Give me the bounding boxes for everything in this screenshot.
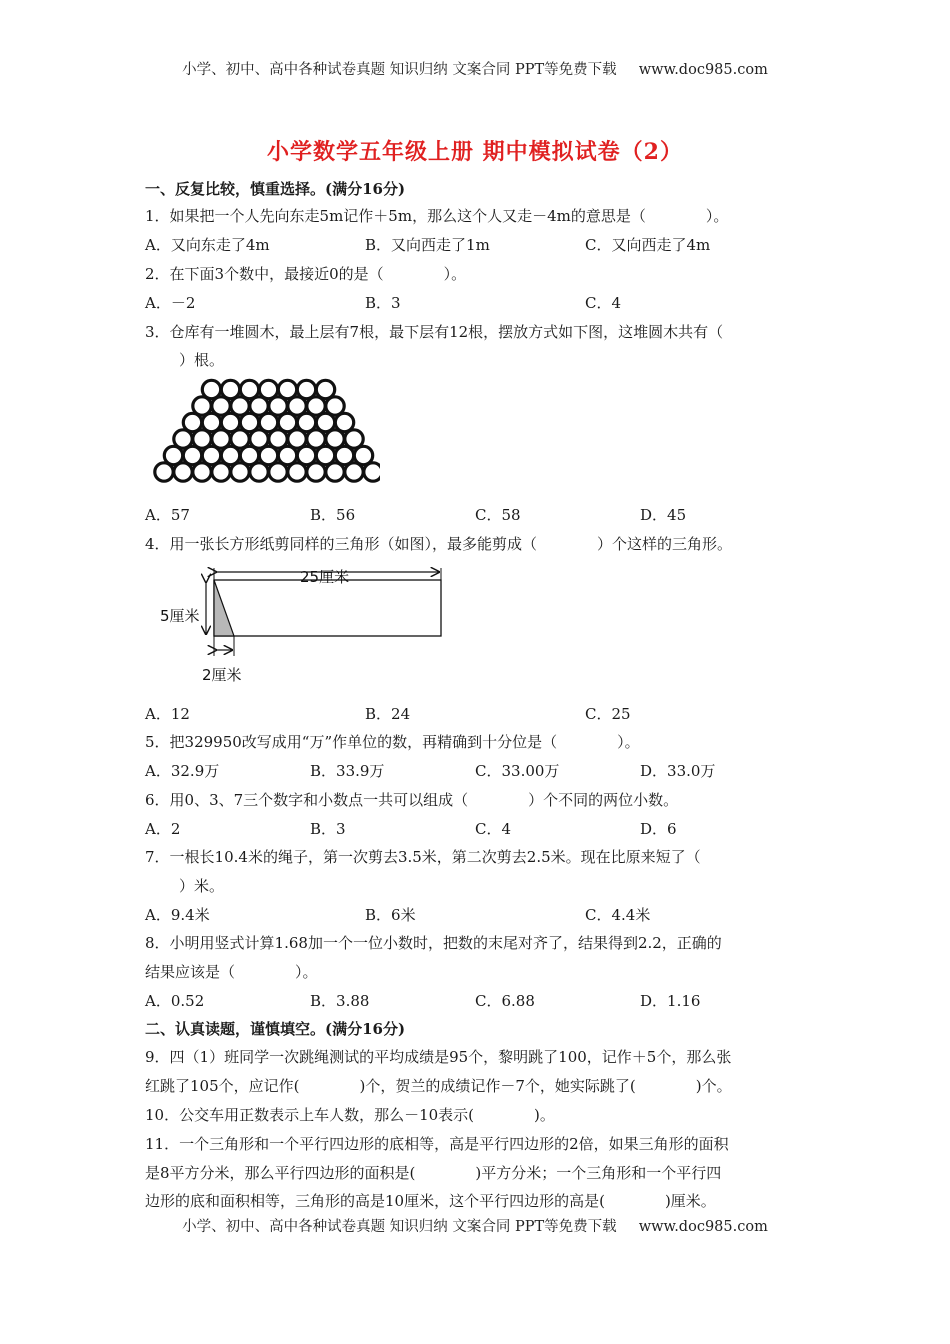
- header-site-link[interactable]: www.doc985.com: [638, 62, 768, 78]
- log-circle: [345, 463, 363, 481]
- q6-option-c: C．4: [475, 820, 512, 838]
- log-circle: [193, 463, 211, 481]
- shaded-triangle: [214, 580, 234, 636]
- q3-stem-line1: 3．仓库有一堆圆木，最上层有7根，最下层有12根，摆放方式如下图，这堆圆木共有（: [145, 323, 724, 341]
- q7-option-a: A．9.4米: [145, 906, 210, 924]
- q8-option-d: D．1.16: [640, 992, 701, 1010]
- page-footer: [0, 1215, 950, 1236]
- log-circle: [155, 463, 173, 481]
- footer-text: 小学、初中、高中各种试卷真题 知识归纳 文案合同 PPT等免费下载: [182, 1219, 617, 1235]
- q2-stem: 2．在下面3个数中，最接近0的是（ ）。: [145, 265, 467, 283]
- log-circle: [231, 463, 249, 481]
- q5-stem: 5．把329950改写成用“万”作单位的数，再精确到十分位是（ ）。: [145, 733, 640, 751]
- q5-option-c: C．33.00万: [475, 762, 560, 780]
- q8-option-b: B．3.88: [310, 992, 370, 1010]
- q6-option-d: D．6: [640, 820, 677, 838]
- q6-stem: 6．用0、3、7三个数字和小数点一共可以组成（ ）个不同的两位小数。: [145, 791, 679, 809]
- section1-heading: 一、反复比较，慎重选择。(满分16分): [145, 180, 406, 198]
- q4-option-b: B．24: [365, 705, 411, 723]
- q2-option-b: B．3: [365, 294, 401, 312]
- page-title: 小学数学五年级上册 期中模拟试卷（2）: [267, 139, 683, 165]
- q9-line2: 红跳了105个，应记作( )个，贺兰的成绩记作－7个，她实际跳了( )个。: [145, 1077, 732, 1095]
- q9-line1: 9．四（1）班同学一次跳绳测试的平均成绩是95个，黎明跳了100，记作＋5个，那么张: [145, 1048, 732, 1066]
- log-pile-figure: [150, 374, 380, 486]
- q5-option-d: D．33.0万: [640, 762, 716, 780]
- q8-stem-line1: 8．小明用竖式计算1.68加一个一位小数时，把数的末尾对齐了，结果得到2.2，正确的: [145, 934, 722, 952]
- q1-option-a: A．又向东走了4m: [145, 236, 270, 254]
- height-label: 5厘米: [160, 607, 200, 625]
- base-label: 2厘米: [202, 666, 242, 684]
- q4-option-c: C．25: [585, 705, 631, 723]
- q5-option-b: B．33.9万: [310, 762, 385, 780]
- q11-line1: 11．一个三角形和一个平行四边形的底相等，高是平行四边形的2倍，如果三角形的面积: [145, 1135, 729, 1153]
- log-circle: [364, 463, 380, 481]
- q7-stem-line1: 7．一根长10.4米的绳子，第一次剪去3.5米，第二次剪去2.5米。现在比原来短了（: [145, 848, 701, 866]
- q11-line3: 边形的底和面积相等，三角形的高是10厘米，这个平行四边形的高是( )厘米。: [145, 1192, 716, 1210]
- rectangle-paper-figure: [150, 560, 460, 690]
- log-pile: [155, 380, 380, 481]
- log-circle: [269, 463, 287, 481]
- q5-option-a: A．32.9万: [145, 762, 220, 780]
- q7-option-c: C．4.4米: [585, 906, 651, 924]
- q3-stem-line2: ）根。: [164, 351, 225, 369]
- q1-option-b: B．又向西走了1m: [365, 236, 490, 254]
- q8-stem-line2: 结果应该是（ ）。: [145, 963, 318, 981]
- q11-line2: 是8平方分米，那么平行四边形的面积是( )平方分米；一个三角形和一个平行四: [145, 1164, 722, 1182]
- q1-option-c: C．又向西走了4m: [585, 236, 711, 254]
- q4-stem: 4．用一张长方形纸剪同样的三角形（如图），最多能剪成（ ）个这样的三角形。: [145, 535, 733, 553]
- q3-option-c: C．58: [475, 506, 521, 524]
- q3-option-b: B．56: [310, 506, 356, 524]
- page-header: [0, 58, 950, 79]
- q10-stem: 10．公交车用正数表示上车人数，那么－10表示( )。: [145, 1106, 555, 1124]
- log-circle: [326, 463, 344, 481]
- log-circle: [250, 463, 268, 481]
- paper-rectangle: [214, 580, 441, 636]
- q8-option-c: C．6.88: [475, 992, 535, 1010]
- q7-stem-line2: ）米。: [164, 877, 225, 895]
- q6-option-b: B．3: [310, 820, 346, 838]
- log-circle: [288, 463, 306, 481]
- log-circle: [307, 463, 325, 481]
- section2-heading: 二、认真读题，谨慎填空。(满分16分): [145, 1020, 406, 1038]
- log-circle: [212, 463, 230, 481]
- q1-stem: 1．如果把一个人先向东走5m记作＋5m，那么这个人又走－4m的意思是（ ）。: [145, 207, 729, 225]
- q2-option-c: C．4: [585, 294, 622, 312]
- q8-option-a: A．0.52: [145, 992, 205, 1010]
- q3-option-a: A．57: [145, 506, 190, 524]
- length-label: 25厘米: [300, 568, 350, 586]
- q4-option-a: A．12: [145, 705, 190, 723]
- q3-option-d: D．45: [640, 506, 687, 524]
- q6-option-a: A．2: [145, 820, 181, 838]
- log-circle: [174, 463, 192, 481]
- footer-site-link[interactable]: www.doc985.com: [638, 1219, 768, 1235]
- q2-option-a: A．－2: [145, 294, 196, 312]
- header-text: 小学、初中、高中各种试卷真题 知识归纳 文案合同 PPT等免费下载: [182, 62, 617, 78]
- q7-option-b: B．6米: [365, 906, 416, 924]
